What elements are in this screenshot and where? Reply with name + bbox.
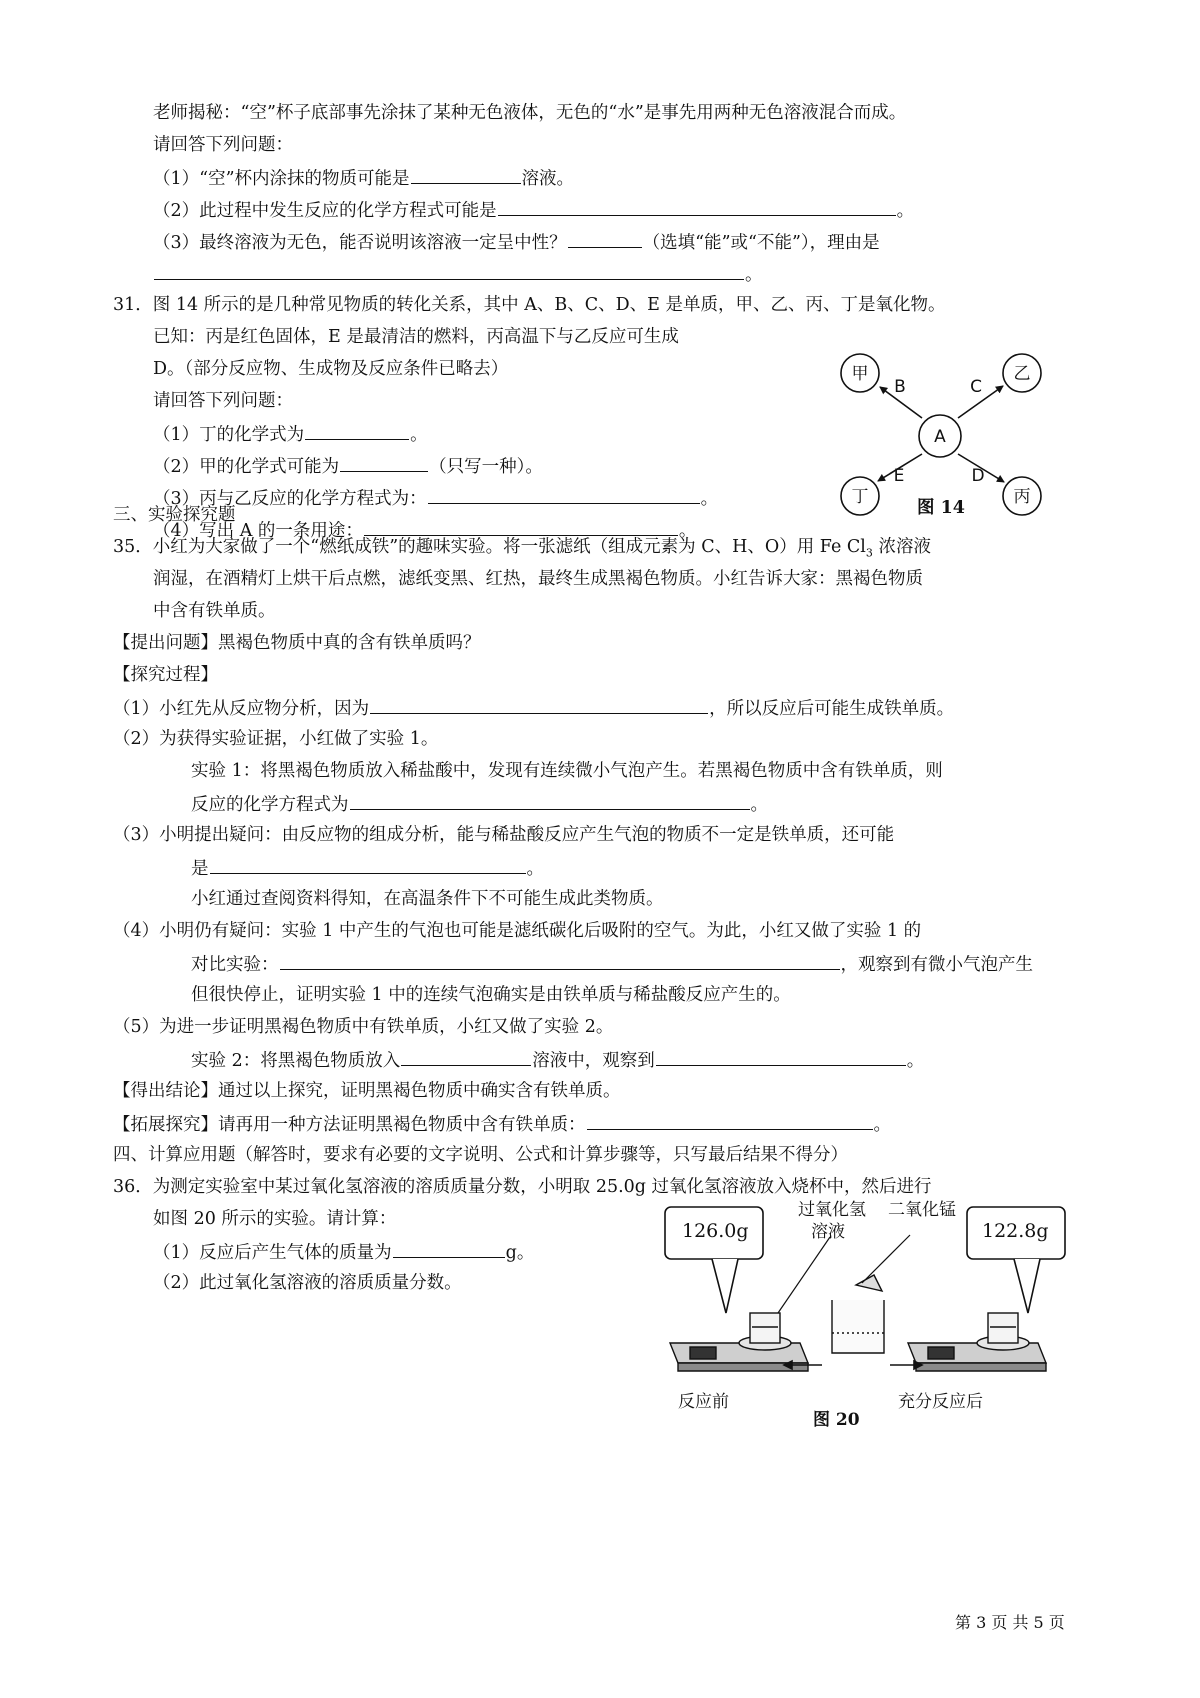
q35-p4-text: 对比实验： bbox=[191, 955, 279, 975]
intro-q3 bbox=[153, 230, 880, 254]
answer-blank[interactable] bbox=[498, 198, 896, 216]
callout-pointer-after bbox=[1014, 1259, 1040, 1313]
node-a-label: A bbox=[934, 427, 946, 447]
answer-blank[interactable] bbox=[280, 952, 840, 970]
q35-p1-text: （1）小红先从反应物分析，因为 bbox=[113, 699, 370, 719]
intro-q1 bbox=[153, 166, 574, 190]
page-footer: 第 3 页 共 5 页 bbox=[955, 1613, 1065, 1632]
answer-blank[interactable] bbox=[428, 486, 700, 504]
q35-extend-text: 【拓展探究】请再用一种方法证明黑褐色物质中含有铁单质： bbox=[113, 1115, 586, 1135]
q35-p2-eq-text: 反应的化学方程式为 bbox=[191, 795, 349, 815]
q31-sub1-tail: 。 bbox=[410, 425, 428, 445]
node-ding-label: 丁 bbox=[851, 487, 869, 507]
intro-q1-tail: 溶液。 bbox=[521, 169, 575, 189]
q35-p1 bbox=[113, 696, 954, 720]
answer-blank[interactable] bbox=[364, 518, 678, 536]
intro-q2-text: （2）此过程中发生反应的化学方程式可能是 bbox=[153, 201, 497, 221]
q31-sub3 bbox=[153, 486, 718, 510]
answer-blank[interactable] bbox=[305, 422, 409, 440]
q31-sub3-tail: 。 bbox=[700, 489, 719, 509]
q31-sub4-tail: 。 bbox=[678, 521, 697, 541]
q31-sub2-tail: （只写一种）。 bbox=[429, 457, 543, 477]
leader-line-h2o2 bbox=[778, 1237, 830, 1313]
q35-p4-cont: 但很快停止，证明实验 1 中的连续气泡确实是由铁单质与稀盐酸反应产生的。 bbox=[191, 985, 791, 1005]
q36-sub1-text: （1）反应后产生气体的质量为 bbox=[153, 1243, 392, 1263]
intro-q1-text: （1）“空”杯内涂抹的物质可能是 bbox=[153, 169, 410, 189]
figure-20-caption: 图 20 bbox=[813, 1410, 860, 1430]
answer-blank[interactable] bbox=[340, 454, 428, 472]
label-h2o2-line2: 溶液 bbox=[811, 1222, 845, 1242]
q35-p2-eq-tail: 。 bbox=[750, 795, 768, 815]
section-3-heading: 三、实验探究题 bbox=[113, 505, 236, 525]
q36-line2: 如图 20 所示的实验。请计算： bbox=[153, 1209, 397, 1229]
q31-sub1-text: （1）丁的化学式为 bbox=[153, 425, 305, 445]
q31-line2: 已知：丙是红色固体，E 是最清洁的燃料，丙高温下与乙反应可生成 bbox=[153, 327, 679, 347]
answer-blank[interactable] bbox=[568, 230, 642, 248]
answer-blank[interactable] bbox=[401, 1048, 531, 1066]
q35-p5-tail: 。 bbox=[906, 1051, 925, 1071]
node-jia-label: 甲 bbox=[851, 364, 869, 384]
q35-line1-text: 35．小红为大家做了一个“燃纸成铁”的趣味实验。将一张滤纸（组成元素为 C、H、O）用 Fe Cl bbox=[113, 537, 866, 557]
q35-p5-experiment bbox=[191, 1048, 924, 1072]
q31-sub3-text: （3）丙与乙反应的化学方程式为： bbox=[153, 489, 427, 509]
q35-subscript: 3 bbox=[865, 546, 873, 560]
mass-before-label: 126.0g bbox=[682, 1220, 749, 1242]
node-bing-label: 丙 bbox=[1013, 487, 1031, 507]
intro-q2-tail: 。 bbox=[896, 201, 915, 221]
q31-prompt: 请回答下列问题： bbox=[153, 391, 293, 411]
intro-prompt: 请回答下列问题： bbox=[153, 135, 293, 155]
q31-sub2-text: （2）甲的化学式可能为 bbox=[153, 457, 340, 477]
answer-blank[interactable] bbox=[411, 166, 521, 184]
q35-conclusion: 【得出结论】通过以上探究，证明黑褐色物质中确实含有铁单质。 bbox=[113, 1081, 621, 1101]
q35-p5-mid: 溶液中，观察到 bbox=[532, 1051, 655, 1071]
answer-blank[interactable] bbox=[587, 1112, 873, 1130]
q35-p5-text: 实验 2：将黑褐色物质放入 bbox=[191, 1051, 401, 1071]
q31-sub1 bbox=[153, 422, 428, 446]
answer-blank[interactable] bbox=[210, 856, 526, 874]
edge-e-label: E bbox=[893, 466, 905, 486]
q31-sub4-text: （4）写出 A 的一条用途： bbox=[153, 521, 363, 541]
q35-line1 bbox=[113, 536, 931, 565]
mass-after-label: 122.8g bbox=[982, 1220, 1049, 1242]
q31-line1: 31．图 14 所示的是几种常见物质的转化关系，其中 A、B、C、D、E 是单质，甲、乙、丙、丁是氧化物。 bbox=[113, 295, 946, 315]
q35-p3-answer bbox=[191, 856, 544, 880]
edge-c-label: C bbox=[970, 377, 982, 397]
figure-20 bbox=[660, 1195, 1080, 1430]
label-h2o2-line1: 过氧化氢 bbox=[798, 1200, 866, 1220]
answer-blank[interactable] bbox=[656, 1048, 906, 1066]
q31-line3: D。（部分反应物、生成物及反应条件已略去） bbox=[153, 359, 509, 379]
intro-q3-text: （3）最终溶液为无色，能否说明该溶液一定呈中性？ bbox=[153, 233, 567, 253]
q35-p4-tail: ，观察到有微小气泡产生 bbox=[840, 955, 1033, 975]
q35-p3-tail: 。 bbox=[526, 859, 544, 879]
label-before-reaction: 反应前 bbox=[678, 1392, 729, 1412]
q35-p3: （3）小明提出疑问：由反应物的组成分析，能与稀盐酸反应产生气泡的物质不一定是铁单质，还可能 bbox=[113, 825, 895, 845]
answer-blank[interactable] bbox=[154, 262, 744, 280]
q35-p4: （4）小明仍有疑问：实验 1 中产生的气泡也可能是滤纸碳化后吸附的空气。为此，小红又做了实验 1 的 bbox=[113, 921, 922, 941]
beaker-middle bbox=[832, 1275, 884, 1353]
intro-q3-options: （选填“能”或“不能”），理由是 bbox=[642, 233, 880, 253]
intro-reveal: 老师揭秘：“空”杯子底部事先涂抹了某种无色液体，无色的“水”是事先用两种无色溶液混合而成。 bbox=[153, 103, 907, 123]
balance-after bbox=[908, 1313, 1046, 1371]
section-4-heading: 四、计算应用题（解答时，要求有必要的文字说明、公式和计算步骤等，只写最后结果不得分） bbox=[113, 1145, 848, 1165]
q35-p2-equation bbox=[191, 792, 768, 816]
q35-p3-note: 小红通过查阅资料得知，在高温条件下不可能生成此类物质。 bbox=[191, 889, 664, 909]
label-after-reaction: 充分反应后 bbox=[898, 1392, 983, 1412]
q35-line1-end: 浓溶液 bbox=[872, 537, 931, 557]
q35-extend bbox=[113, 1112, 891, 1136]
q35-p1-tail: ，所以反应后可能生成铁单质。 bbox=[709, 699, 955, 719]
q35-process: 【探究过程】 bbox=[113, 665, 218, 685]
edge-d-label: D bbox=[971, 466, 985, 486]
figure-14-diagram bbox=[830, 350, 1060, 520]
q36-sub2: （2）此过氧化氢溶液的溶质质量分数。 bbox=[153, 1273, 462, 1293]
q36-sub1-tail: g。 bbox=[505, 1243, 535, 1263]
callout-pointer-before bbox=[712, 1259, 738, 1313]
q35-question: 【提出问题】黑褐色物质中真的含有铁单质吗？ bbox=[113, 633, 481, 653]
edge-b-label: B bbox=[894, 377, 906, 397]
intro-q3-end: 。 bbox=[745, 265, 763, 285]
q31-sub2 bbox=[153, 454, 543, 478]
leader-line-mno2 bbox=[862, 1235, 910, 1283]
q35-p2: （2）为获得实验证据，小红做了实验 1。 bbox=[113, 729, 439, 749]
intro-q2 bbox=[153, 198, 914, 222]
label-mno2: 二氧化锰 bbox=[888, 1200, 956, 1220]
q35-extend-tail: 。 bbox=[873, 1115, 891, 1135]
answer-blank[interactable] bbox=[393, 1240, 505, 1258]
q36-line1: 36．为测定实验室中某过氧化氢溶液的溶质质量分数，小明取 25.0g 过氧化氢溶液放入烧杯中，然后进行 bbox=[113, 1177, 932, 1197]
answer-blank[interactable] bbox=[370, 696, 708, 714]
answer-blank[interactable] bbox=[350, 792, 750, 810]
node-yi-label: 乙 bbox=[1013, 364, 1031, 384]
q35-p2-experiment: 实验 1：将黑褐色物质放入稀盐酸中，发现有连续微小气泡产生。若黑褐色物质中含有铁单质，则 bbox=[191, 761, 943, 781]
q36-sub1 bbox=[153, 1240, 534, 1264]
q35-p5: （5）为进一步证明黑褐色物质中有铁单质，小红又做了实验 2。 bbox=[113, 1017, 614, 1037]
intro-q3-reason bbox=[153, 262, 763, 286]
q35-line2: 润湿，在酒精灯上烘干后点燃，滤纸变黑、红热，最终生成黑褐色物质。小红告诉大家：黑褐色物质 bbox=[153, 569, 923, 589]
figure-14-caption: 图 14 bbox=[917, 498, 965, 518]
q35-p3-text: 是 bbox=[191, 859, 209, 879]
q35-p4-answer bbox=[191, 952, 1033, 976]
balance-before bbox=[670, 1313, 808, 1371]
q35-line3: 中含有铁单质。 bbox=[153, 601, 276, 621]
